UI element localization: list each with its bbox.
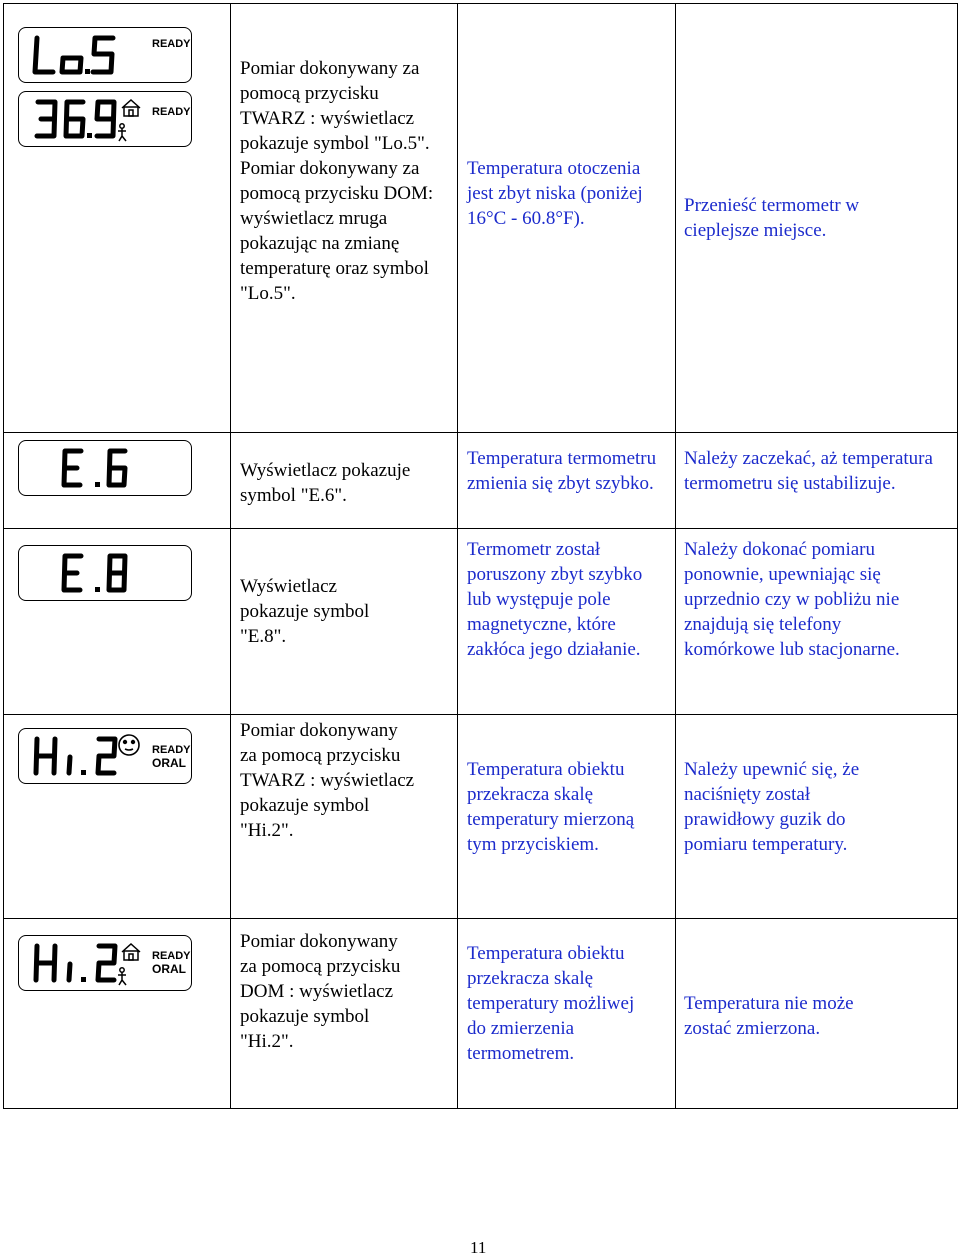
table-border-left (3, 3, 4, 1109)
cause-text: Termometr został poruszony zbyt szybko lub występuje pole magnetyczne, które zakłóca jego działanie. (467, 539, 643, 660)
table-column-divider (457, 3, 458, 1109)
table-column-divider (230, 3, 231, 1109)
lcd-digits-lo5 (19, 28, 193, 84)
table-divider (3, 714, 958, 715)
cause-text: Temperatura obiektu przekracza skalę temperatury mierzoną tym przyciskiem. (467, 759, 635, 855)
table-border-right (957, 3, 958, 1109)
lcd-digits-369 (19, 92, 193, 148)
symptom-description: Wyświetlacz pokazuje symbol "E.6". (240, 460, 411, 506)
cause-text: Temperatura termometru zmienia się zbyt szybko. (467, 448, 657, 494)
lcd-display (18, 91, 192, 147)
table-divider (3, 918, 958, 919)
table-divider (3, 528, 958, 529)
cause-text: Temperatura otoczenia jest zbyt niska (poniżej 16°C - 60.8°F). (467, 158, 643, 229)
solution-text: Należy upewnić się, że naciśnięty został prawidłowy guzik do pomiaru temperatury. (684, 759, 860, 855)
lcd-digits-e6 (19, 441, 193, 497)
cause-text: Temperatura obiektu przekracza skalę temperatury możliwej do zmierzenia termometrem. (467, 943, 635, 1064)
lcd-display (18, 935, 192, 991)
face-icon (119, 735, 139, 755)
solution-text: Przenieść termometr w cieplejsze miejsce. (684, 195, 860, 241)
solution-text: Temperatura nie może zostać zmierzona. (684, 993, 854, 1039)
symptom-description: Pomiar dokonywany za pomocą przycisku TWARZ : wyświetlacz pokazuje symbol "Hi.2". (240, 720, 415, 841)
oral-label: ORAL (152, 756, 186, 770)
symptom-description: Pomiar dokonywany za pomocą przycisku TWARZ : wyświetlacz pokazuje symbol "Lo.5". Pomiar dokonywany za pomocą przycisku DOM: wyświetlacz mruga pokazując na zmianę temperaturę oraz symbol "Lo.5". (240, 58, 434, 304)
home-icon (122, 100, 140, 116)
symptom-description: Pomiar dokonywany za pomocą przycisku DOM : wyświetlacz pokazuje symbol "Hi.2". (240, 931, 401, 1052)
ready-label: READY (152, 950, 191, 962)
ready-label: READY (152, 744, 191, 756)
table-border-bottom (3, 1108, 958, 1109)
table-divider (3, 432, 958, 433)
home-icon (122, 944, 140, 960)
lcd-display (18, 27, 192, 83)
page-number: 11 (470, 1238, 487, 1257)
solution-text: Należy zaczekać, aż temperatura termometru się ustabilizuje. (684, 448, 933, 494)
ready-label: READY (152, 106, 191, 118)
ready-label: READY (152, 38, 191, 50)
lcd-display (18, 440, 192, 496)
solution-text: Należy dokonać pomiaru ponownie, upewniając się uprzednio czy w pobliżu nie znajdują się telefony komórkowe lub stacjonarne. (684, 539, 900, 660)
lcd-digits-e8 (19, 546, 193, 602)
table-column-divider (675, 3, 676, 1109)
oral-label: ORAL (152, 962, 186, 976)
lcd-display (18, 545, 192, 601)
symptom-description: Wyświetlacz pokazuje symbol "E.8". (240, 576, 370, 647)
lcd-display (18, 728, 192, 784)
table-border-top (3, 3, 958, 4)
